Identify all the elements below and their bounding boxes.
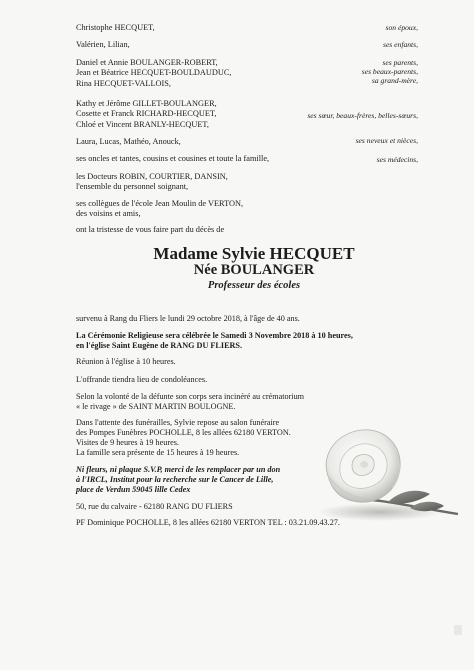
rest-line: des Pompes Funèbres POCHOLLE, 8 les allées 62180 VERTON. [76, 428, 291, 437]
family-line: Jean et Béatrice HECQUET-BOULDAUDUC, [76, 68, 232, 77]
family-line: Daniel et Annie BOULANGER-ROBERT, [76, 58, 218, 67]
relation-label: son époux, [385, 23, 418, 32]
deceased-name: Madame Sylvie HECQUET [153, 244, 355, 263]
rest-line: La famille sera présente de 15 heures à 19 heures. [76, 448, 240, 457]
death-notice: survenu à Rang du Fliers le lundi 29 octobre 2018, à l'âge de 40 ans. [76, 314, 300, 323]
funeral-home-contact: PF Dominique POCHOLLE, 8 les allées 62180 VERTON TEL : 03.21.09.43.27. [76, 518, 340, 527]
family-line: Rina HECQUET-VALLOIS, [76, 79, 171, 88]
flowers-line: à l'IRCL, Institut pour la recherche sur le Cancer de Lille, [76, 475, 274, 484]
scan-mark [454, 625, 462, 635]
rest-line: Dans l'attente des funérailles, Sylvie repose au salon funéraire [76, 418, 280, 427]
family-line: ses collègues de l'école Jean Moulin de VERTON, [76, 199, 244, 208]
offering-line: L'offrande tiendra lieu de condoléances. [76, 375, 208, 384]
relation-label: ses parents, [382, 58, 418, 67]
cremation-line: « le rivage » de SAINT MARTIN BOULOGNE. [76, 402, 236, 411]
family-line: ont la tristesse de vous faire part du décès de [76, 225, 225, 234]
deceased-maiden-name: Née BOULANGER [193, 262, 315, 278]
rest-line: Visites de 9 heures à 19 heures. [76, 438, 179, 447]
meeting-line: Réunion à l'église à 10 heures. [76, 357, 176, 366]
family-line: Christophe HECQUET, [76, 23, 155, 32]
relation-label: sa grand-mère, [371, 76, 418, 85]
family-line: Chloé et Vincent BRANLY-HECQUET, [76, 120, 209, 129]
ceremony-line: La Cérémonie Religieuse sera célébrée le Samedi 3 Novembre 2018 à 10 heures, [76, 331, 353, 340]
family-line: Laura, Lucas, Mathéo, Anouck, [76, 137, 181, 146]
family-line: Kathy et Jérôme GILLET-BOULANGER, [76, 99, 217, 108]
relation-label: ses médecins, [376, 155, 418, 164]
relation-label: ses beaux-parents, [361, 67, 418, 76]
ceremony-line: en l'église Saint Eugène de RANG DU FLIERS. [76, 341, 243, 350]
family-line: l'ensemble du personnel soignant, [76, 182, 189, 191]
relation-label: ses enfants, [382, 40, 418, 49]
deceased-profession: Professeur des écoles [207, 280, 301, 291]
flowers-line: Ni fleurs, ni plaque S.V.P, merci de les remplacer par un don [76, 465, 281, 474]
family-line: ses oncles et tantes, cousins et cousines et toute la famille, [76, 154, 270, 163]
family-line: Cosette et Franck RICHARD-HECQUET, [76, 109, 217, 118]
family-line: des voisins et amis, [76, 209, 141, 218]
flowers-line: place de Verdun 59045 lille Cedex [76, 485, 191, 494]
family-line: Valérien, Lilian, [76, 40, 130, 49]
family-line: les Docteurs ROBIN, COURTIER, DANSIN, [76, 172, 228, 181]
cremation-line: Selon la volonté de la défunte son corps sera incinéré au crématorium [76, 392, 305, 401]
relation-label: ses sœur, beaux-frères, belles-sœurs, [307, 111, 418, 120]
home-address: 50, rue du calvaire - 62180 RANG DU FLIERS [76, 502, 233, 511]
relation-label: ses neveux et nièces, [355, 136, 418, 145]
white-rose-illustration [310, 414, 460, 524]
